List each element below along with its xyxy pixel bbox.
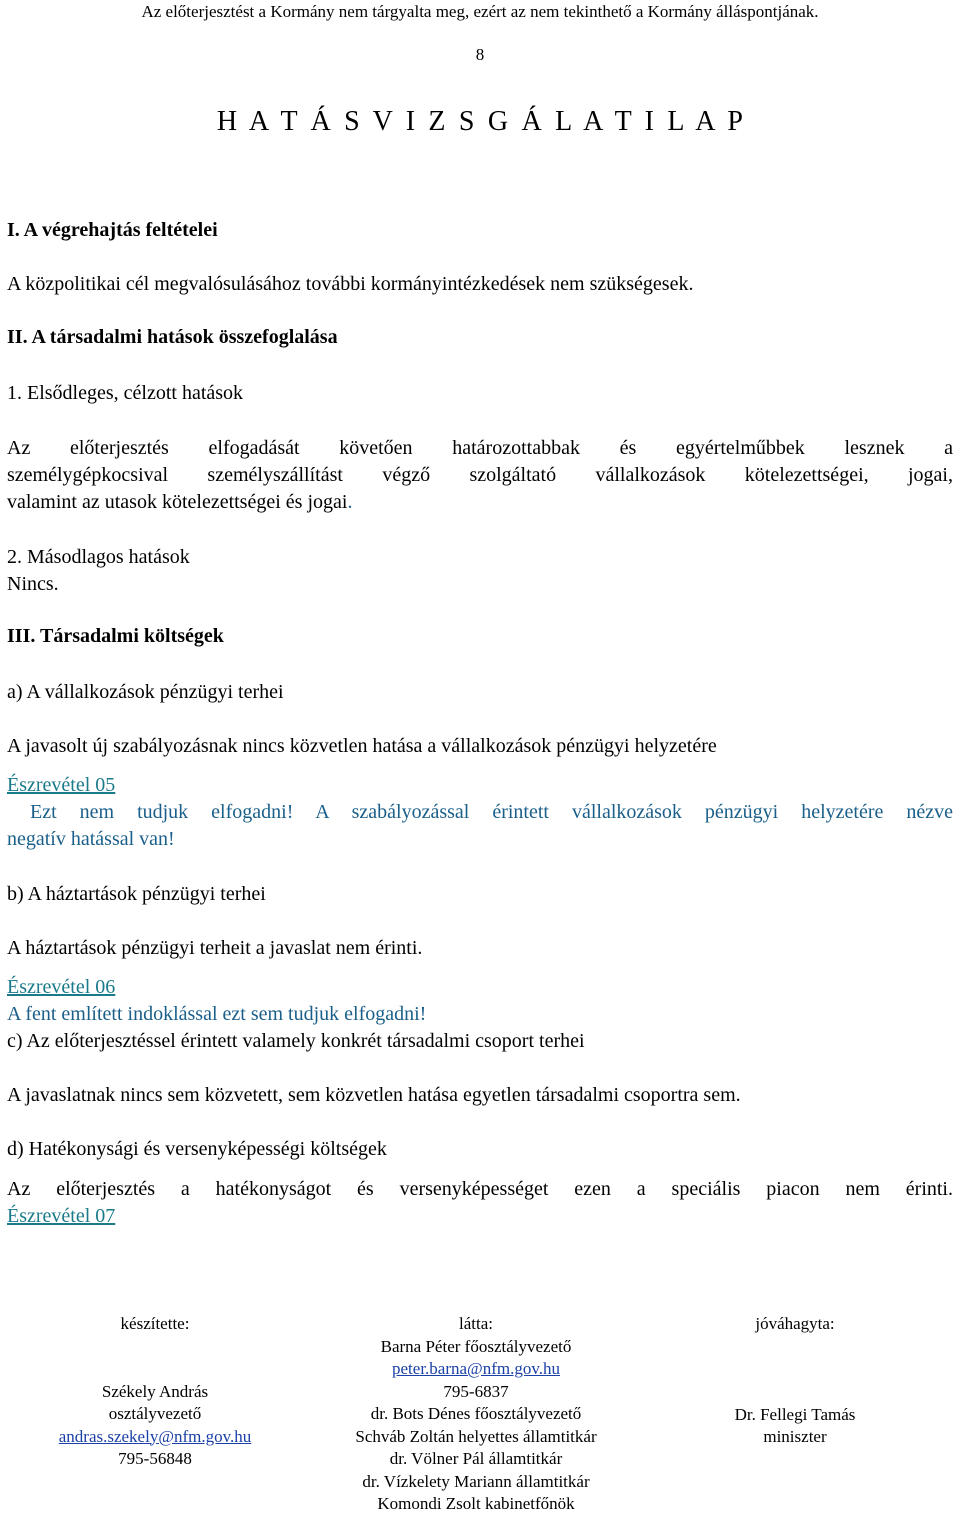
- secondary-effects-heading: 2. Másodlagos hatások: [7, 546, 190, 568]
- section-1-text: A közpolitikai cél megvalósulásához további kormányintézkedések nem szükségesek.: [7, 273, 694, 295]
- business-burden-heading: a) A vállalkozások pénzügyi terhei: [7, 681, 284, 703]
- comment-06-text: A fent említett indoklással ezt sem tudjuk elfogadni!: [7, 1003, 427, 1025]
- comment-05-link[interactable]: Észrevétel 05: [7, 774, 116, 796]
- page-number: 8: [475, 45, 485, 64]
- efficiency-costs-heading: d) Hatékonysági és versenyképességi költségek: [7, 1138, 387, 1160]
- comment-06-link[interactable]: Észrevétel 06: [7, 976, 116, 998]
- prepared-role: osztályvezető: [108, 1404, 202, 1423]
- business-burden-text: A javasolt új szabályozásnak nincs közvetlen hatása a vállalkozások pénzügyi helyzetére: [7, 735, 717, 757]
- seen-line-8: Komondi Zsolt kabinetfőnök: [377, 1494, 575, 1513]
- seen-line-1: Barna Péter főosztályvezető: [380, 1336, 572, 1356]
- prepared-label: készítette:: [120, 1314, 190, 1333]
- comment-07-link[interactable]: Észrevétel 07: [7, 1205, 116, 1227]
- seen-line-4: dr. Bots Dénes főosztályvezető: [370, 1404, 582, 1423]
- primary-effects-line-3-text: valamint az utasok kötelezettségei és jogai: [7, 491, 348, 513]
- prepared-email-link[interactable]: andras.szekely@nfm.gov.hu: [58, 1426, 252, 1446]
- section-3-heading: III. Társadalmi költségek: [7, 625, 224, 647]
- comment-05-line-2: negatív hatással van!: [7, 828, 175, 850]
- primary-effects-line-1: Az előterjesztés elfogadását követően határozottabbak és egyértelműbbek lesznek a: [7, 437, 953, 459]
- seen-line-5: Schváb Zoltán helyettes államtitkár: [355, 1426, 597, 1446]
- household-burden-text: A háztartások pénzügyi terheit a javaslat nem érinti.: [7, 937, 423, 959]
- footer-prepared-by: [40, 1313, 270, 1471]
- seen-line-7: dr. Vízkelety Mariann államtitkár: [362, 1471, 590, 1491]
- footer-approved-by: [690, 1313, 900, 1449]
- comment-05-line-1: Ezt nem tudjuk elfogadni! A szabályozással érintett vállalkozások pénzügyi helyzetére nézve: [7, 801, 953, 823]
- primary-effects-line-3: [7, 489, 352, 516]
- efficiency-costs-text: Az előterjesztés a hatékonyságot és versenyképességet ezen a speciális piacon nem érinti.: [7, 1178, 953, 1200]
- social-group-burden-heading: c) Az előterjesztéssel érintett valamely konkrét társadalmi csoport terhei: [7, 1030, 585, 1052]
- household-burden-heading: b) A háztartások pénzügyi terhei: [7, 883, 266, 905]
- seen-label: látta:: [459, 1314, 493, 1333]
- seen-line-6: dr. Völner Pál államtitkár: [389, 1449, 563, 1468]
- primary-effects-heading: 1. Elsődleges, célzott hatások: [7, 382, 244, 404]
- approved-role: miniszter: [763, 1427, 827, 1446]
- secondary-effects-text: Nincs.: [7, 573, 59, 595]
- section-1-heading: I. A végrehajtás feltételei: [7, 219, 218, 241]
- section-2-heading: II. A társadalmi hatások összefoglalása: [7, 326, 338, 348]
- prepared-phone: 795-56848: [118, 1449, 192, 1468]
- primary-effects-period: .: [347, 491, 353, 513]
- footer-seen-by: [326, 1313, 626, 1516]
- prepared-name: Székely András: [101, 1381, 209, 1401]
- primary-effects-line-2: személygépkocsival személyszállítást végző szolgáltató vállalkozások kötelezettségei, jogai,: [7, 464, 953, 486]
- seen-email-link[interactable]: peter.barna@nfm.gov.hu: [392, 1359, 560, 1378]
- page-title: H A T Á S V I Z S G Á L A T I L A P: [216, 106, 744, 137]
- social-group-burden-text: A javaslatnak nincs sem közvetett, sem közvetlen hatása egyetlen társadalmi csoportra sem.: [7, 1084, 741, 1106]
- approved-label: jóváhagyta:: [755, 1314, 835, 1333]
- seen-line-3: 795-6837: [443, 1381, 509, 1401]
- header-disclaimer: Az előterjesztést a Kormány nem tárgyalta meg, ezért az nem tekinthető a Kormány álláspontjának.: [141, 2, 819, 21]
- approved-name: Dr. Fellegi Tamás: [734, 1404, 856, 1424]
